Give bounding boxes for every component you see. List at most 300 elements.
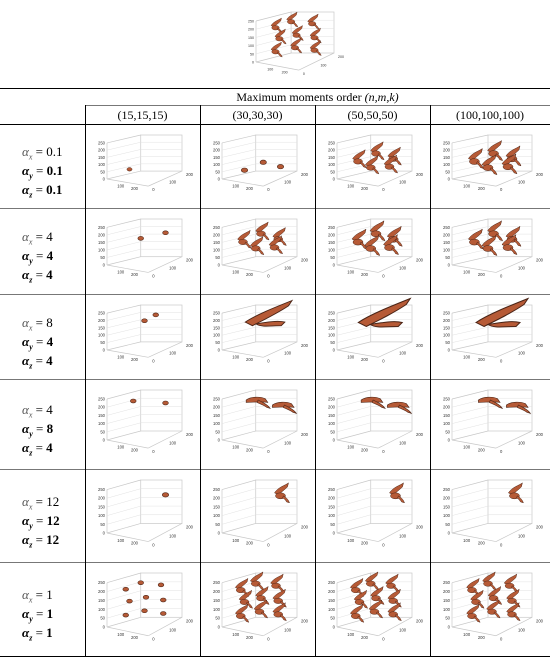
- z-tick-label: 250: [98, 140, 105, 146]
- z-tick-label: 100: [213, 332, 220, 338]
- y-tick-label: 100: [518, 440, 525, 446]
- x-tick-label: 100: [347, 269, 355, 275]
- reconstruction-3d-plot: [87, 565, 198, 653]
- bird-shape: [386, 574, 400, 592]
- col-sep-label: [85, 105, 86, 656]
- result-cell-r5-c3: [317, 472, 428, 559]
- bird-shape: [287, 12, 298, 27]
- result-cell-r4-c2: [202, 382, 313, 466]
- z-tick-label: 50: [250, 52, 254, 57]
- reconstruction-3d-plot: [317, 127, 428, 205]
- z-tick-label: 150: [328, 412, 335, 418]
- y-tick-label: 0: [152, 542, 155, 548]
- y-tick-label: 100: [284, 350, 292, 356]
- y-tick-label: 0: [500, 542, 503, 548]
- z-tick-label: 100: [213, 162, 220, 168]
- bird-shape: [163, 401, 169, 405]
- z-tick-label: 0: [447, 176, 450, 182]
- result-cell-r5-c2: [202, 472, 313, 559]
- y-tick-label: 200: [301, 618, 308, 624]
- y-tick-label: 0: [382, 449, 385, 455]
- z-tick-label: 50: [445, 615, 450, 621]
- reconstruction-3d-plot: [317, 211, 428, 291]
- bird-shape: [352, 229, 367, 249]
- z-tick-label: 200: [328, 495, 335, 501]
- y-tick-label: 200: [536, 618, 543, 624]
- z-tick-label: 250: [98, 396, 105, 402]
- z-tick-label: 200: [213, 589, 220, 595]
- alpha-y-label: $\alpha_y = 1$: [22, 606, 54, 624]
- axes-box: [213, 480, 309, 548]
- x-tick-label: 200: [246, 356, 253, 362]
- z-tick-label: 50: [330, 521, 335, 527]
- alpha-y-label: $\alpha_y = 4$: [22, 248, 54, 266]
- alpha-z-value: 12: [46, 531, 60, 547]
- bird-shape: [476, 299, 528, 328]
- y-tick-label: 200: [301, 342, 308, 348]
- axes-box: [328, 135, 424, 192]
- x-tick-label: 100: [117, 537, 125, 543]
- bird-shape: [142, 609, 148, 613]
- y-tick-label: 100: [399, 350, 407, 356]
- alpha-x-value: 12: [46, 493, 60, 509]
- result-cell-r1-c3: [317, 127, 428, 205]
- z-tick-label: 50: [445, 254, 450, 260]
- z-tick-label: 100: [443, 162, 450, 168]
- reconstruction-3d-plot: [317, 472, 428, 559]
- z-tick-label: 150: [98, 325, 105, 331]
- z-tick-label: 250: [213, 580, 220, 586]
- z-tick-label: 0: [332, 262, 335, 268]
- x-tick-label: 200: [361, 271, 368, 277]
- col-header-1: (15,15,15): [117, 108, 168, 122]
- x-tick-label: 100: [463, 183, 471, 189]
- y-tick-label: 0: [267, 449, 270, 455]
- z-tick-label: 0: [447, 437, 450, 443]
- bird-shape: [163, 231, 169, 235]
- z-tick-label: 0: [217, 262, 220, 268]
- alpha-x-value: 1: [46, 587, 53, 602]
- x-tick-label: 200: [246, 447, 253, 453]
- bird-shape: [468, 149, 483, 169]
- alpha-x-value: 4: [46, 229, 53, 244]
- x-tick-label: 200: [361, 356, 368, 362]
- z-tick-label: 150: [443, 325, 450, 331]
- z-tick-label: 150: [213, 154, 220, 160]
- z-tick-label: 150: [443, 239, 450, 245]
- z-tick-label: 250: [98, 487, 105, 493]
- x-tick-label: 100: [347, 354, 355, 360]
- y-tick-label: 0: [500, 636, 503, 642]
- y-tick-label: 200: [536, 524, 543, 530]
- row-label-3: [0, 294, 85, 379]
- alpha-y-label: $\alpha_y = 4$: [22, 333, 54, 352]
- z-tick-label: 250: [213, 396, 220, 402]
- x-tick-label: 100: [232, 631, 240, 637]
- z-tick-label: 100: [328, 421, 335, 427]
- z-tick-label: 0: [102, 262, 105, 268]
- alpha-z-label: $\alpha_z = 0.1$: [22, 182, 63, 200]
- z-tick-label: 0: [217, 530, 220, 536]
- bird-shape: [158, 583, 164, 587]
- z-tick-label: 0: [217, 437, 220, 443]
- x-tick-label: 100: [232, 537, 240, 543]
- z-tick-label: 150: [98, 504, 105, 510]
- z-tick-label: 250: [328, 487, 335, 493]
- x-tick-label: 200: [281, 70, 288, 75]
- y-tick-label: 200: [186, 618, 193, 624]
- alpha-z-value: 0.1: [46, 182, 63, 197]
- x-tick-label: 200: [246, 271, 253, 277]
- z-tick-label: 50: [100, 254, 105, 260]
- bird-shape: [468, 229, 483, 249]
- row-label-4: [0, 379, 85, 469]
- x-tick-label: 100: [117, 354, 125, 360]
- z-tick-label: 100: [328, 162, 335, 168]
- x-tick-label: 100: [347, 631, 355, 637]
- y-tick-label: 200: [416, 618, 423, 624]
- x-tick-label: 200: [131, 540, 138, 546]
- z-tick-label: 200: [213, 147, 220, 153]
- z-tick-label: 0: [102, 176, 105, 182]
- axes-box: [328, 480, 424, 548]
- result-cell-r1-c2: [202, 127, 313, 205]
- bird-shape: [388, 603, 402, 621]
- alpha-z-label: $\alpha_z = 4$: [22, 440, 53, 458]
- z-tick-label: 150: [248, 35, 254, 40]
- z-tick-label: 250: [443, 487, 450, 493]
- z-tick-label: 0: [332, 530, 335, 536]
- z-tick-label: 50: [215, 254, 220, 260]
- z-tick-label: 250: [443, 396, 450, 402]
- z-tick-label: 150: [213, 239, 220, 245]
- bird-shape: [390, 483, 405, 503]
- x-tick-label: 200: [131, 185, 138, 191]
- result-cell-r4-c4: [432, 382, 548, 466]
- z-tick-label: 50: [215, 615, 220, 621]
- y-tick-label: 100: [169, 179, 177, 185]
- z-tick-label: 100: [98, 606, 105, 612]
- z-tick-label: 200: [443, 404, 450, 410]
- axes-box: [98, 219, 194, 278]
- alpha-y-value: 4: [46, 248, 54, 263]
- y-tick-label: 0: [152, 358, 155, 364]
- z-tick-label: 150: [443, 154, 450, 160]
- z-tick-label: 250: [443, 580, 450, 586]
- z-tick-label: 50: [215, 169, 220, 175]
- bird-shape: [250, 237, 264, 255]
- reconstruction-3d-plot: [432, 211, 548, 291]
- z-tick-label: 0: [252, 60, 254, 65]
- z-tick-label: 0: [447, 262, 450, 268]
- y-tick-label: 0: [267, 187, 270, 193]
- alpha-y-value: 0.1: [46, 163, 63, 178]
- z-tick-label: 250: [213, 487, 220, 493]
- reconstruction-3d-plot: [202, 211, 313, 291]
- z-tick-label: 200: [98, 317, 105, 323]
- z-tick-label: 50: [215, 521, 220, 527]
- result-cell-r6-c1: [87, 565, 198, 653]
- reconstruction-3d-plot: [87, 472, 198, 559]
- alpha-x-value: 8: [46, 314, 53, 330]
- bird-shape: [365, 572, 379, 590]
- x-tick-label: 200: [131, 271, 138, 277]
- alpha-x-value: 4: [46, 402, 53, 417]
- axes-box: [98, 480, 194, 548]
- alpha-y-value: 8: [46, 421, 54, 436]
- header-title-var: (n,m,k): [364, 90, 399, 104]
- y-tick-label: 100: [169, 265, 177, 271]
- z-tick-label: 200: [443, 147, 450, 153]
- bird-shape: [271, 42, 282, 57]
- z-tick-label: 150: [328, 325, 335, 331]
- z-tick-label: 0: [447, 347, 450, 353]
- y-tick-label: 0: [302, 72, 305, 77]
- z-tick-label: 150: [443, 412, 450, 418]
- y-tick-label: 200: [301, 432, 308, 437]
- reconstruction-3d-plot: [432, 127, 548, 205]
- x-tick-label: 100: [463, 444, 471, 450]
- x-tick-label: 200: [246, 540, 253, 546]
- col-sep-1: [200, 105, 201, 656]
- x-tick-label: 100: [232, 444, 240, 450]
- result-cell-r2-c4: [432, 211, 548, 291]
- bird-shape: [271, 18, 282, 33]
- result-cell-r2-c1: [87, 211, 198, 291]
- result-cell-r2-c3: [317, 211, 428, 291]
- z-tick-label: 50: [100, 169, 105, 175]
- z-tick-label: 200: [98, 589, 105, 595]
- y-tick-label: 100: [399, 179, 407, 185]
- bird-shape: [467, 604, 481, 622]
- z-tick-label: 100: [443, 421, 450, 427]
- y-tick-label: 100: [518, 179, 525, 185]
- alpha-y-value: 12: [46, 512, 60, 528]
- reconstruction-3d-plot: [432, 472, 548, 559]
- z-tick-label: 150: [328, 154, 335, 160]
- bird-shape: [138, 236, 144, 240]
- x-tick-label: 100: [232, 183, 240, 189]
- reconstruction-3d-plot: [202, 565, 313, 653]
- bird-shape: [260, 160, 266, 164]
- z-tick-label: 250: [213, 140, 220, 146]
- result-cell-r2-c2: [202, 211, 313, 291]
- z-tick-label: 0: [447, 530, 450, 536]
- rule-top: [0, 88, 550, 89]
- z-tick-label: 200: [248, 27, 254, 32]
- y-tick-label: 100: [399, 265, 407, 271]
- y-tick-label: 0: [152, 449, 155, 455]
- x-tick-label: 200: [477, 356, 485, 362]
- z-tick-label: 200: [328, 232, 335, 238]
- y-tick-label: 200: [536, 342, 543, 348]
- x-tick-label: 200: [477, 271, 485, 277]
- z-tick-label: 50: [215, 340, 220, 346]
- y-tick-label: 200: [416, 342, 423, 348]
- alpha-y-value: 4: [46, 333, 54, 349]
- z-tick-label: 0: [447, 624, 450, 630]
- z-tick-label: 200: [98, 232, 105, 238]
- z-tick-label: 200: [98, 495, 105, 501]
- result-cell-r5-c4: [432, 472, 548, 559]
- bird-shape: [127, 168, 132, 172]
- alpha-z-label: $\alpha_z = 12$: [22, 531, 60, 550]
- bird-shape: [254, 600, 268, 618]
- z-tick-label: 250: [443, 140, 450, 146]
- bird-shape: [160, 612, 166, 616]
- z-tick-label: 150: [213, 325, 220, 331]
- x-tick-label: 200: [477, 447, 485, 453]
- y-tick-label: 100: [518, 265, 525, 271]
- z-tick-label: 0: [332, 437, 335, 443]
- z-tick-label: 100: [328, 606, 335, 612]
- z-tick-label: 200: [328, 589, 335, 595]
- bird-shape: [350, 604, 364, 622]
- z-tick-label: 50: [100, 429, 105, 435]
- z-tick-label: 100: [213, 247, 220, 253]
- y-tick-label: 0: [267, 273, 270, 279]
- y-tick-label: 100: [399, 627, 407, 633]
- z-tick-label: 100: [443, 332, 450, 338]
- y-tick-label: 200: [416, 524, 423, 530]
- bird-shape: [358, 299, 410, 328]
- alpha-y-label: $\alpha_y = 0.1$: [22, 163, 63, 181]
- x-tick-label: 200: [361, 447, 368, 453]
- y-tick-label: 0: [152, 273, 155, 279]
- bird-shape: [506, 402, 530, 413]
- y-tick-label: 0: [267, 358, 270, 364]
- y-tick-label: 200: [186, 257, 193, 263]
- result-cell-r3-c3: [317, 297, 428, 376]
- bird-shape: [277, 164, 283, 168]
- result-cell-r3-c1: [87, 297, 198, 376]
- x-tick-label: 100: [232, 354, 240, 360]
- z-tick-label: 200: [328, 147, 335, 153]
- col-sep-2: [315, 105, 316, 656]
- z-tick-label: 50: [330, 429, 335, 435]
- y-tick-label: 200: [536, 257, 543, 263]
- y-tick-label: 100: [518, 627, 525, 633]
- z-tick-label: 100: [328, 332, 335, 338]
- axes-box: [98, 390, 194, 454]
- col-header-2: (30,30,30): [232, 108, 283, 122]
- y-tick-label: 0: [152, 636, 155, 642]
- x-tick-label: 100: [347, 183, 355, 189]
- z-tick-label: 200: [213, 404, 220, 410]
- z-tick-label: 150: [328, 504, 335, 510]
- alpha-z-label: $\alpha_z = 4$: [22, 267, 53, 285]
- bird-shape: [478, 397, 502, 408]
- z-tick-label: 100: [98, 332, 105, 338]
- col-sep-3: [430, 105, 431, 656]
- z-tick-label: 100: [98, 247, 105, 253]
- bird-shape: [487, 600, 501, 618]
- z-tick-label: 150: [213, 504, 220, 510]
- z-tick-label: 150: [213, 597, 220, 603]
- z-tick-label: 100: [213, 421, 220, 427]
- bird-shape: [365, 236, 380, 256]
- z-tick-label: 50: [330, 254, 335, 260]
- z-tick-label: 100: [443, 513, 450, 519]
- x-tick-label: 100: [463, 537, 471, 543]
- z-tick-label: 0: [217, 176, 220, 182]
- y-tick-label: 0: [500, 358, 503, 364]
- z-tick-label: 100: [213, 606, 220, 612]
- z-tick-label: 0: [332, 347, 335, 353]
- bird-shape: [482, 236, 497, 256]
- y-tick-label: 200: [338, 55, 344, 59]
- reconstruction-3d-plot: [87, 382, 198, 466]
- z-tick-label: 250: [328, 580, 335, 586]
- x-tick-label: 200: [477, 634, 485, 640]
- y-tick-label: 0: [152, 187, 155, 193]
- reconstruction-3d-plot: [87, 211, 198, 291]
- z-tick-label: 250: [328, 140, 335, 146]
- z-tick-label: 100: [98, 513, 105, 519]
- y-tick-label: 200: [416, 257, 423, 263]
- row-label-1: [0, 124, 85, 208]
- z-tick-label: 0: [102, 437, 105, 443]
- bird-shape: [273, 603, 287, 621]
- bird-shape: [272, 402, 296, 413]
- y-tick-label: 0: [382, 636, 385, 642]
- result-cell-r6-c2: [202, 565, 313, 653]
- y-tick-label: 100: [169, 350, 177, 356]
- z-tick-label: 150: [443, 504, 450, 510]
- y-tick-label: 100: [518, 533, 525, 539]
- z-tick-label: 250: [443, 224, 450, 230]
- y-tick-label: 200: [536, 172, 543, 178]
- z-tick-label: 250: [213, 310, 220, 316]
- z-tick-label: 100: [98, 162, 105, 168]
- x-tick-label: 200: [361, 540, 368, 546]
- z-tick-label: 200: [98, 404, 105, 410]
- alpha-x-value: 0.1: [46, 144, 63, 159]
- y-tick-label: 0: [267, 542, 270, 548]
- rule-bottom: [0, 656, 550, 657]
- z-tick-label: 200: [328, 404, 335, 410]
- z-tick-label: 250: [248, 19, 254, 24]
- alpha-x-label: $\alpha_x = 8$: [22, 314, 53, 333]
- x-tick-label: 200: [477, 185, 485, 191]
- y-tick-label: 0: [382, 542, 385, 548]
- z-tick-label: 100: [248, 44, 254, 49]
- z-tick-label: 100: [328, 247, 335, 253]
- z-tick-label: 150: [98, 154, 105, 160]
- y-tick-label: 200: [301, 172, 308, 178]
- z-tick-label: 200: [443, 232, 450, 238]
- y-tick-label: 100: [169, 533, 177, 539]
- bird-shape: [504, 574, 518, 592]
- bird-shape: [387, 402, 411, 413]
- y-tick-label: 100: [399, 533, 407, 539]
- z-tick-label: 200: [213, 232, 220, 238]
- reconstruction-3d-plot: [202, 382, 313, 466]
- y-tick-label: 100: [169, 440, 177, 446]
- z-tick-label: 0: [332, 624, 335, 630]
- axes-box: [443, 480, 544, 548]
- alpha-z-value: 1: [46, 625, 53, 640]
- col-header-4: (100,100,100): [456, 108, 524, 122]
- row-label-6: [0, 562, 85, 656]
- x-tick-label: 200: [131, 447, 138, 453]
- reconstruction-3d-plot: [317, 297, 428, 376]
- z-tick-label: 200: [443, 495, 450, 501]
- bird-shape: [130, 399, 136, 403]
- alpha-x-label: $\alpha_x = 1$: [22, 587, 53, 605]
- reconstruction-3d-plot: [202, 472, 313, 559]
- z-tick-label: 0: [217, 624, 220, 630]
